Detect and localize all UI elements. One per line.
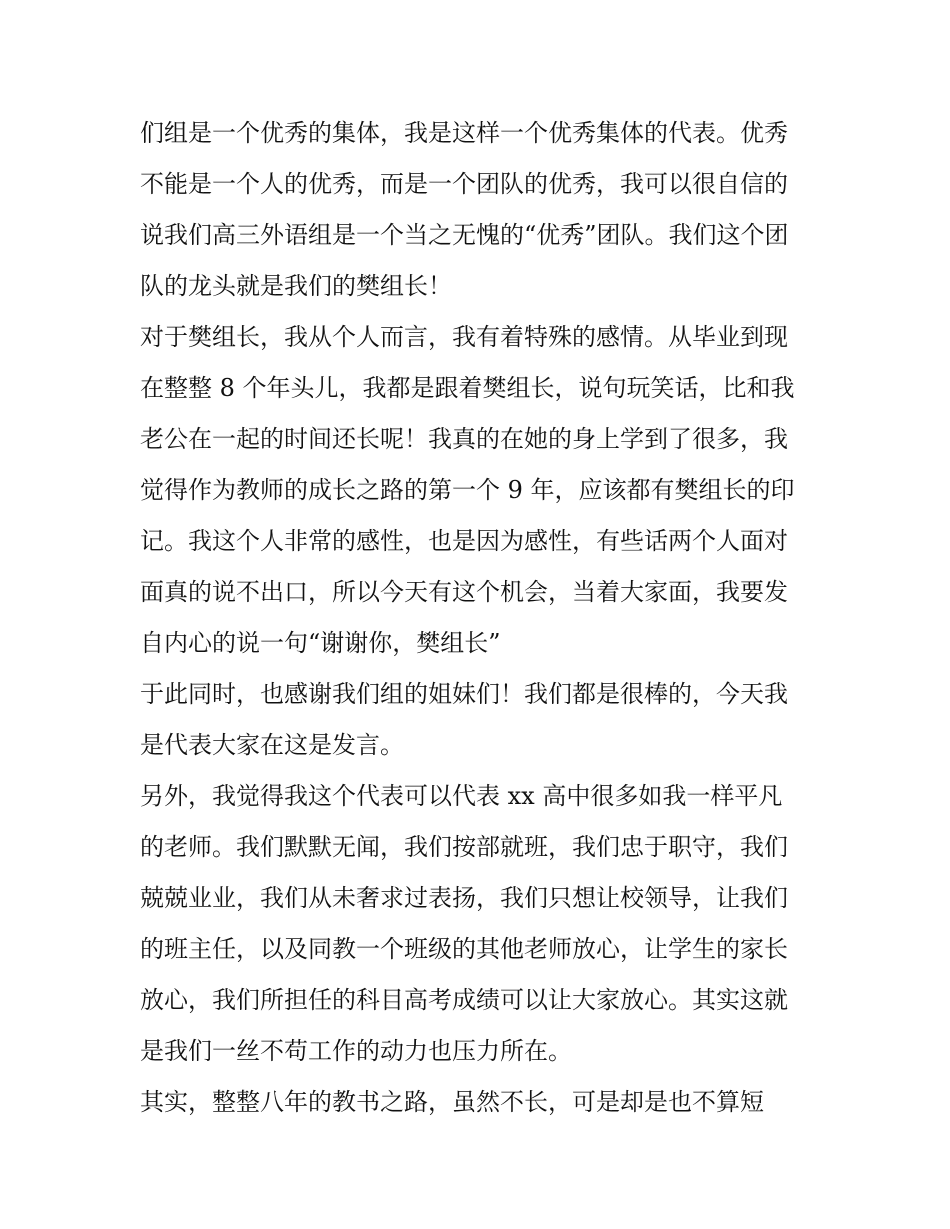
text-line: 记。我这个人非常的感性，也是因为感性，有些话两个人面对 — [140, 527, 788, 555]
text-line: 放心，我们所担任的科目高考成绩可以让大家放心。其实这就 — [140, 986, 788, 1014]
text-line: 自内心的说一句“谢谢你，樊组长” — [140, 629, 501, 657]
text-line: 在整整 8 个年头儿，我都是跟着樊组长，说句玩笑话，比和我 — [140, 374, 795, 402]
text-line: 于此同时，也感谢我们组的姐妹们！我们都是很棒的，今天我 — [140, 680, 788, 708]
text-line: 对于樊组长，我从个人而言，我有着特殊的感情。从毕业到现 — [140, 323, 788, 351]
text-line: 们组是一个优秀的集体，我是这样一个优秀集体的代表。优秀 — [140, 119, 788, 147]
text-line: 老公在一起的时间还长呢！我真的在她的身上学到了很多，我 — [140, 425, 788, 453]
text-line: 队的龙头就是我们的樊组长！ — [140, 272, 452, 300]
document-body — [140, 108, 820, 1128]
text-line: 的班主任，以及同教一个班级的其他老师放心，让学生的家长 — [140, 935, 788, 963]
text-line: 觉得作为教师的成长之路的第一个 9 年，应该都有樊组长的印 — [140, 476, 795, 504]
text-line: 是我们一丝不苟工作的动力也压力所在。 — [140, 1037, 572, 1065]
text-line: 另外，我觉得我这个代表可以代表 xx 高中很多如我一样平凡 — [140, 782, 783, 810]
text-line: 说我们高三外语组是一个当之无愧的“优秀”团队。我们这个团 — [140, 221, 789, 249]
text-line: 兢兢业业，我们从未奢求过表扬，我们只想让校领导，让我们 — [140, 884, 788, 912]
text-line: 不能是一个人的优秀，而是一个团队的优秀，我可以很自信的 — [140, 170, 788, 198]
text-line: 面真的说不出口，所以今天有这个机会，当着大家面，我要发 — [140, 578, 788, 606]
text-line: 的老师。我们默默无闻，我们按部就班，我们忠于职守，我们 — [140, 833, 788, 861]
text-line: 其实，整整八年的教书之路，虽然不长，可是却是也不算短 — [140, 1088, 764, 1116]
text-line: 是代表大家在这是发言。 — [140, 731, 404, 759]
